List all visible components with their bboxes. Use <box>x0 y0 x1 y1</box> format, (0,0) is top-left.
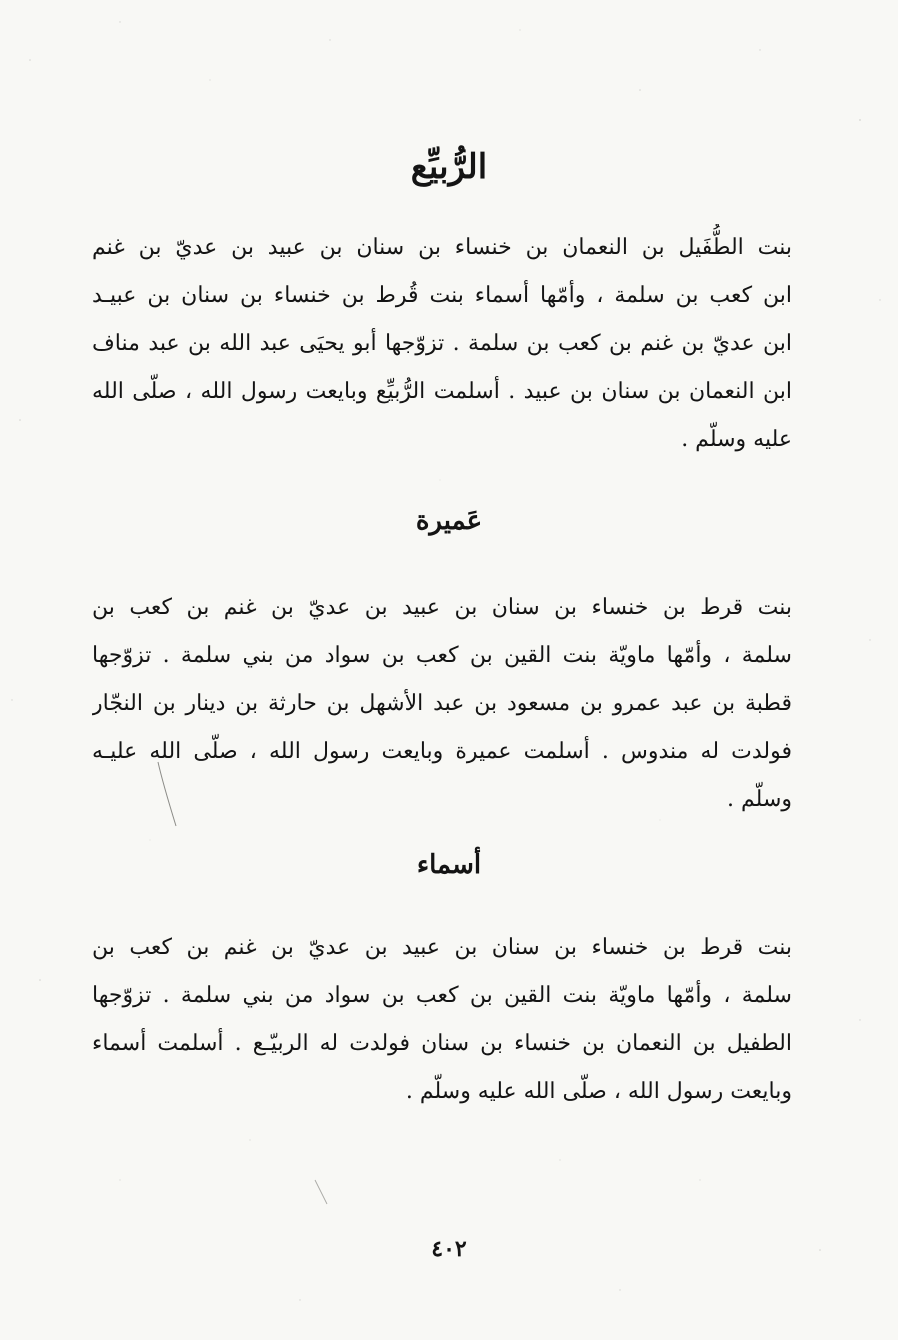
text-line: بنت الطُّفَيل بن النعمان بن خنساء بن سنان بن عبيد بن عديّ بن غنم <box>92 235 792 260</box>
text-line: بنت قرط بن خنساء بن سنان بن عبيد بن عديّ بن غنم بن كعب بن <box>92 595 792 620</box>
section-title-asma: أسماء <box>416 850 482 880</box>
section-body-asma <box>92 924 792 1116</box>
section-title-rubayyi: الرُّبيِّع <box>410 147 488 187</box>
section-body-amira <box>92 584 792 824</box>
text-line: ابن كعب بن سلمة ، وأمّها أسماء بنت قُرط بن خنساء بن سنان بن عبيـد <box>92 283 792 308</box>
page-number: ٤٠٢ <box>431 1236 467 1262</box>
text-line: ابن عديّ بن غنم بن كعب بن سلمة . تزوّجها أبو يحيَى عبد الله بن عبد مناف <box>92 331 792 356</box>
text-line: وسلّم . <box>727 787 792 812</box>
section-title-amira: عَميرة <box>415 506 483 536</box>
text-line: قطبة بن عبد عمرو بن مسعود بن عبد الأشهل بن حارثة بن دينار بن النجّار <box>92 691 792 716</box>
text-line: سلمة ، وأمّها ماويّة بنت القين بن كعب بن سواد من بني سلمة . تزوّجها <box>92 643 792 668</box>
text-line: بنت قرط بن خنساء بن سنان بن عبيد بن عديّ بن غنم بن كعب بن <box>92 935 792 960</box>
text-line: وبايعت رسول الله ، صلّى الله عليه وسلّم . <box>405 1079 792 1104</box>
text-line: ابن النعمان بن سنان بن عبيد . أسلمت الرُّبيِّع وبايعت رسول الله ، صلّى الله <box>92 379 792 404</box>
text-line: عليه وسلّم . <box>681 427 792 452</box>
text-line: سلمة ، وأمّها ماويّة بنت القين بن كعب بن سواد من بني سلمة . تزوّجها <box>92 983 792 1008</box>
text-line: الطفيل بن النعمان بن خنساء بن سنان فولدت له الربيّـع . أسلمت أسماء <box>92 1031 792 1056</box>
pencil-mark <box>312 1178 332 1208</box>
text-line: فولدت له مندوس . أسلمت عميرة وبايعت رسول الله ، صلّى الله عليـه <box>92 739 792 764</box>
section-body-rubayyi <box>92 224 792 464</box>
